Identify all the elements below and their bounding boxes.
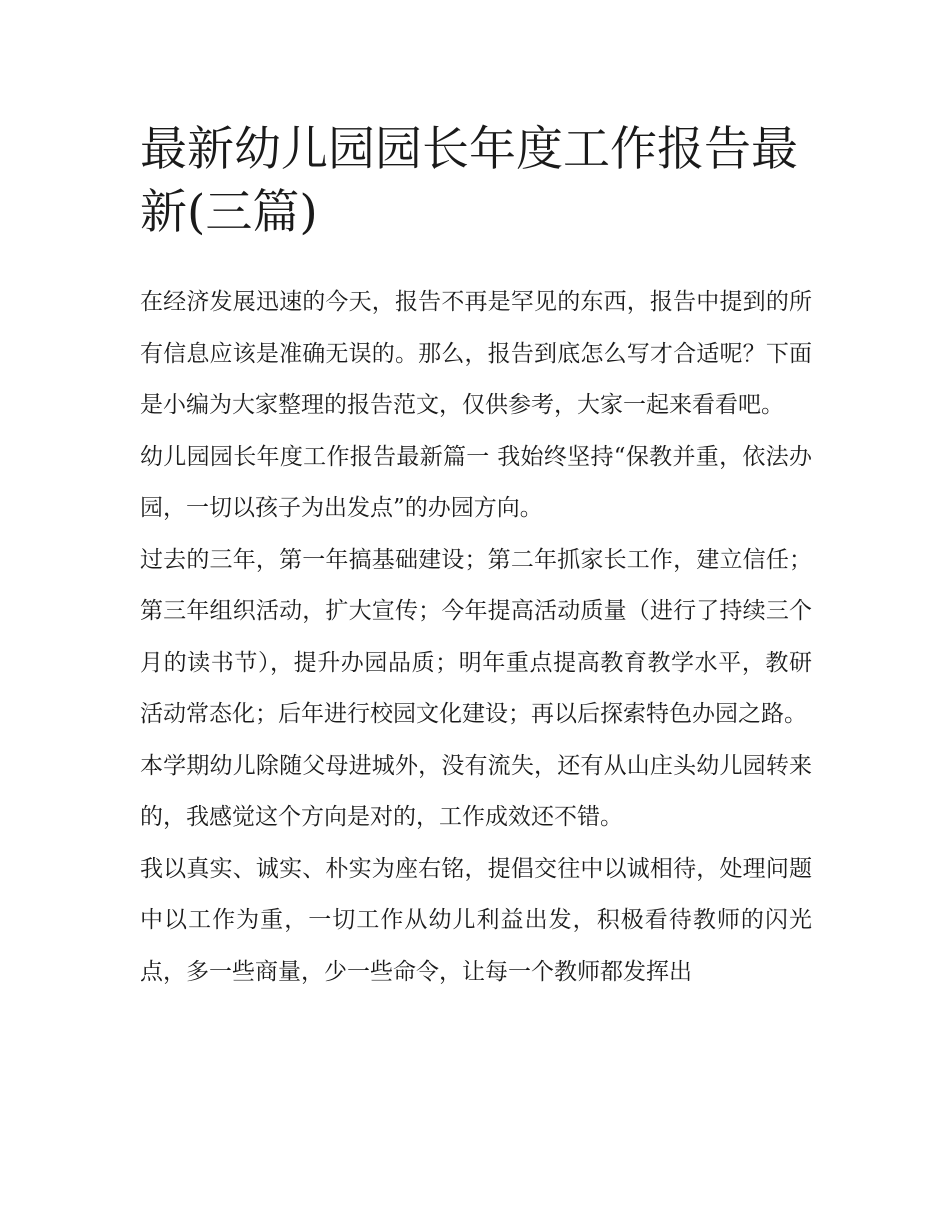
document-title: 最新幼儿园园长年度工作报告最新(三篇) xyxy=(140,122,798,240)
paragraph-section-one: 幼儿园园长年度工作报告最新篇一 我始终坚持“保教并重，依法办园，一切以孩子为出发点”的办园方向。 xyxy=(140,443,812,521)
paragraph-motto: 我以真实、诚实、朴实为座右铭，提倡交往中以诚相待，处理问题中以工作为重，一切工作从幼儿利益出发，积极看待教师的闪光点，多一些商量，少一些命令，让每一个教师都发挥出 xyxy=(140,855,812,985)
paragraph-intro: 在经济发展迅速的今天，报告不再是罕见的东西，报告中提到的所有信息应该是准确无误的。那么，报告到底怎么写才合适呢？下面是小编为大家整理的报告范文，仅供参考，大家一起来看看吧。 xyxy=(140,289,812,418)
paragraph-enrollment: 本学期幼儿除随父母进城外，没有流失，还有从山庄头幼儿园转来的，我感觉这个方向是对的，工作成效还不错。 xyxy=(140,752,812,830)
paragraph-three-years: 过去的三年，第一年搞基础建设；第二年抓家长工作，建立信任；第三年组织活动，扩大宣传；今年提高活动质量（进行了持续三个月的读书节），提升办园品质；明年重点提高教育教学水平，教研活动常态化；后年进行校园文化建设；再以后探索特色办园之路。 xyxy=(140,546,812,727)
document-body xyxy=(140,277,812,998)
